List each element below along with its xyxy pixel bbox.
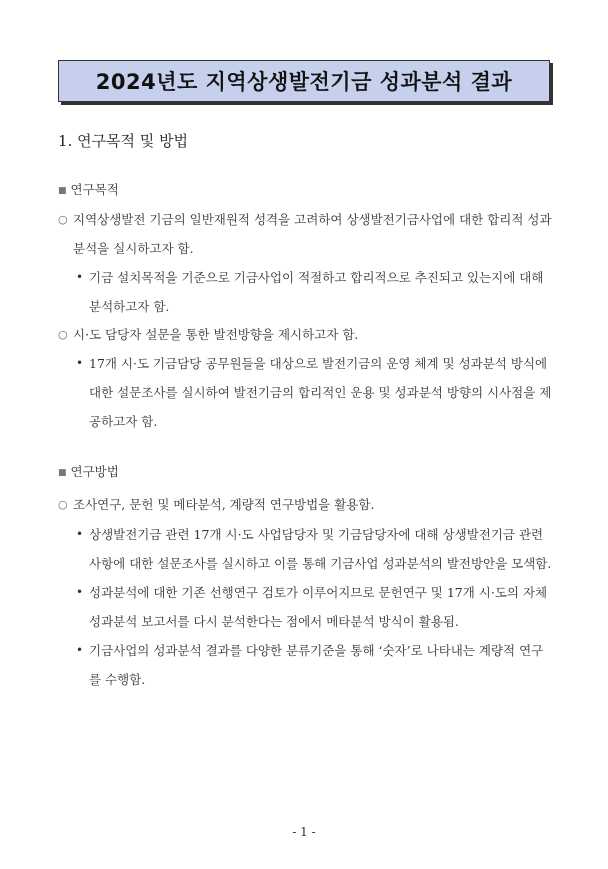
circle-bullet-icon: ○ (58, 498, 68, 511)
circle-bullet-icon: ○ (58, 328, 68, 341)
subheading-label: 연구목적 (70, 182, 119, 197)
bullet-item-text: 성과분석에 대한 기존 선행연구 검토가 이루어지므로 문헌연구 및 17개 시·도의 자체 성과분석 보고서를 다시 분석한다는 점에서 메타분석 방식이 활용됨. (89, 585, 548, 629)
document-title: 2024년도 지역상생발전기금 성과분석 결과 (95, 70, 513, 94)
bullet-item-text: 기금 설치목적을 기준으로 기금사업이 적절하고 합리적으로 추진되고 있는지에 대해 분석하고자 함. (89, 270, 544, 314)
square-bullet-icon: ■ (58, 468, 67, 478)
subheading-method (58, 462, 119, 480)
bullet-item-text: 17개 시·도 기금담당 공무원들을 대상으로 발전기금의 운영 체계 및 성과분석 방식에 대한 설문조사를 실시하여 발전기금의 합리적인 운용 및 성과분석 방향의 시사점을 제공하고자 함. (89, 356, 552, 429)
bullet-item (76, 349, 554, 436)
circle-bullet-icon: ○ (58, 213, 68, 226)
circle-item (58, 320, 554, 349)
dot-bullet-icon: • (76, 527, 84, 541)
section-heading: 1. 연구목적 및 방법 (58, 132, 189, 150)
circle-item-text: 조사연구, 문헌 및 메타분석, 계량적 연구방법을 활용함. (73, 497, 375, 512)
bullet-item-text: 기금사업의 성과분석 결과를 다양한 분류기준을 통해 ‘숫자’로 나타내는 계량적 연구를 수행함. (89, 643, 544, 687)
dot-bullet-icon: • (76, 643, 84, 657)
page-number: - 1 - (292, 825, 316, 839)
dot-bullet-icon: • (76, 270, 84, 284)
document-title-box (58, 60, 550, 102)
square-bullet-icon: ■ (58, 186, 67, 196)
circle-item-text: 시·도 담당자 설문을 통한 발전방향을 제시하고자 함. (73, 327, 359, 342)
dot-bullet-icon: • (76, 356, 84, 370)
bullet-item-text: 상생발전기금 관련 17개 시·도 사업담당자 및 기금담당자에 대해 상생발전기금 관련 사항에 대한 설문조사를 실시하고 이를 통해 기금사업 성과분석의 발전방안을 모색함. (89, 527, 552, 571)
dot-bullet-icon: • (76, 585, 84, 599)
circle-item (58, 205, 554, 263)
bullet-item (76, 636, 554, 694)
circle-item-text: 지역상생발전 기금의 일반재원적 성격을 고려하여 상생발전기금사업에 대한 합리적 성과분석을 실시하고자 함. (73, 212, 552, 256)
circle-item (58, 490, 554, 519)
subheading-label: 연구방법 (70, 464, 119, 479)
bullet-item (76, 578, 554, 636)
subheading-purpose (58, 180, 119, 198)
bullet-item (76, 263, 554, 321)
bullet-item (76, 520, 554, 578)
